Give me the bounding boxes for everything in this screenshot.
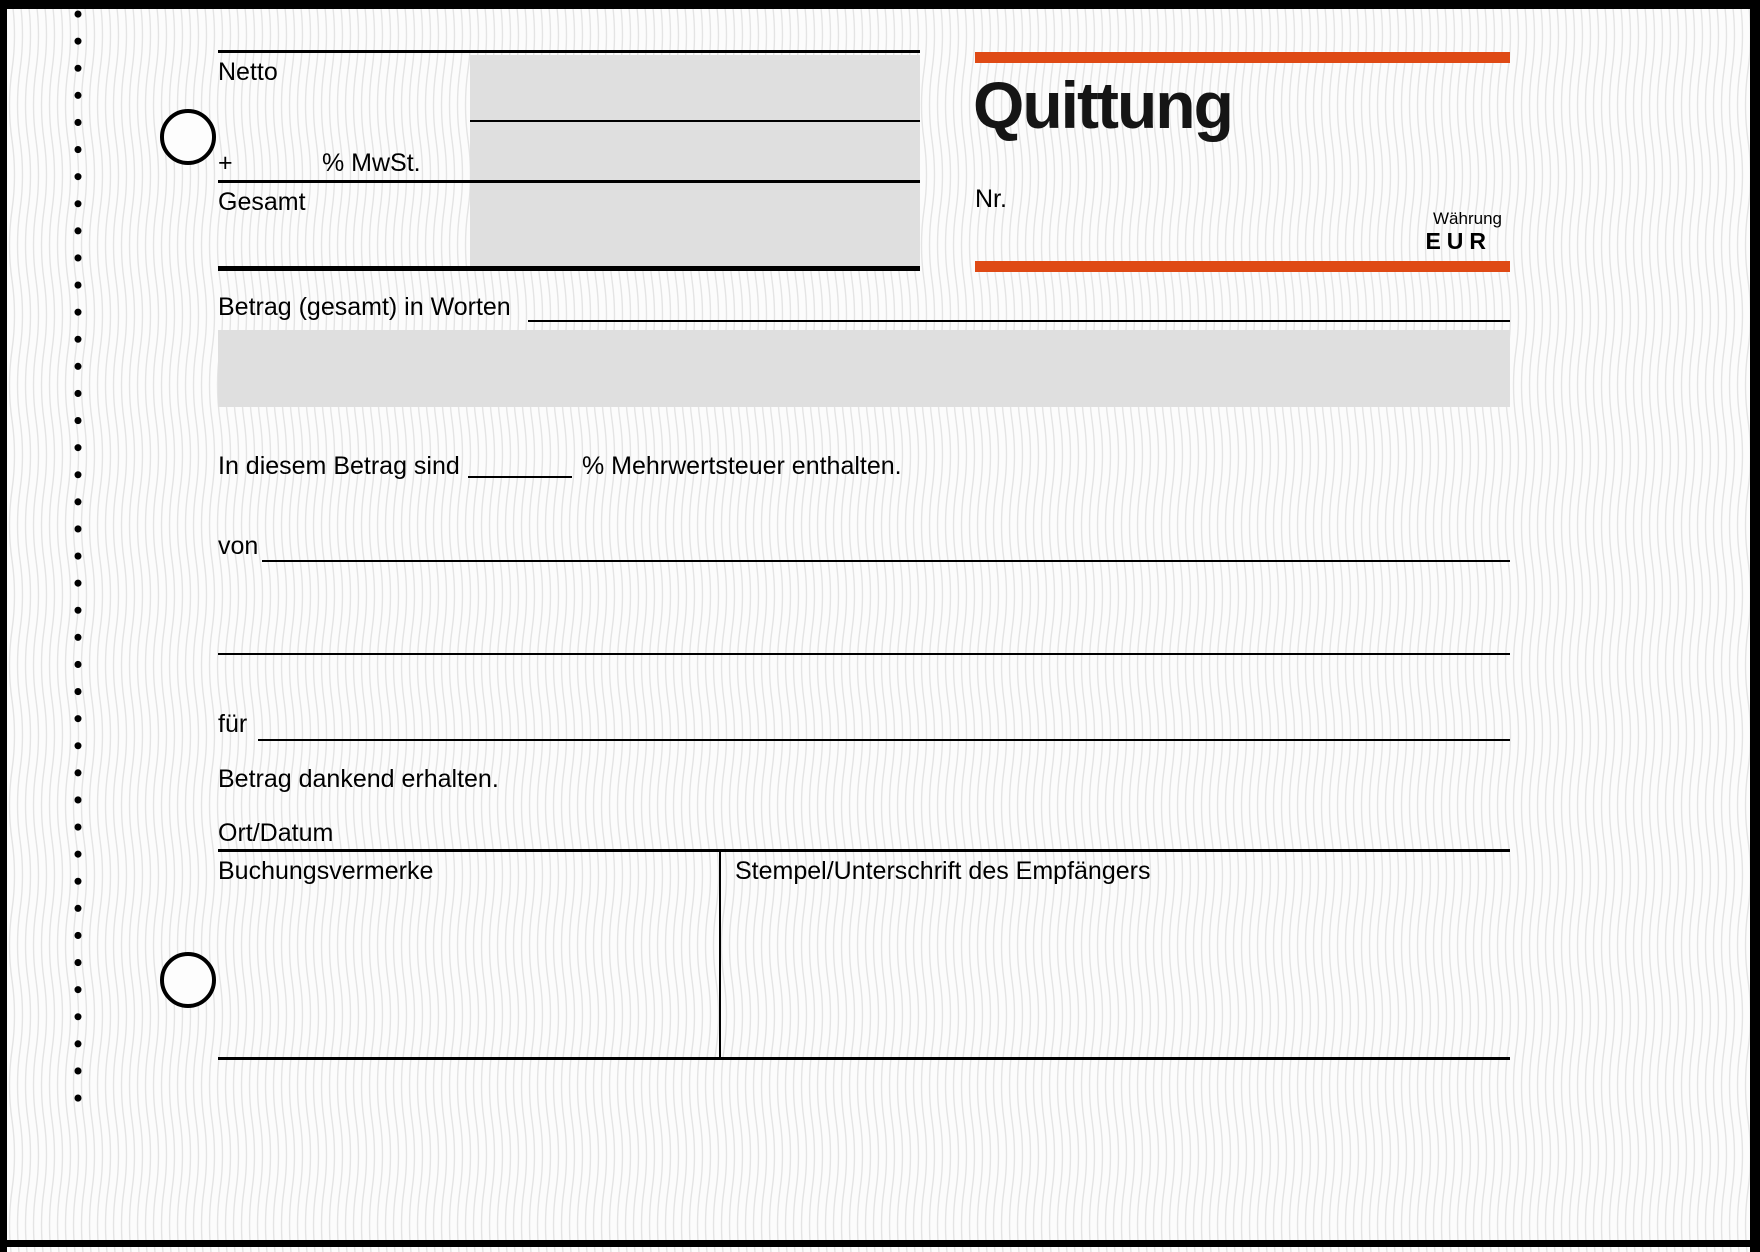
vat-sentence-prefix: In diesem Betrag sind (218, 452, 460, 480)
gesamt-amount-field[interactable] (470, 183, 920, 266)
second-line-field[interactable] (218, 598, 1510, 653)
vat-percent-blank-field[interactable] (468, 444, 572, 478)
for-field[interactable] (258, 684, 1510, 739)
punch-hole-top (160, 109, 216, 165)
page-border-top (0, 0, 1760, 9)
stamp-signature-label: Stempel/Unterschrift des Empfängers (735, 857, 1151, 885)
page-border-bottom (0, 1240, 1760, 1247)
mwst-percent-field[interactable] (240, 145, 320, 180)
for-rule (258, 739, 1510, 741)
place-date-field[interactable] (350, 805, 1510, 849)
amount-in-words-label: Betrag (gesamt) in Worten (218, 293, 511, 321)
netto-top-rule (218, 50, 920, 53)
mwst-amount-field[interactable] (470, 122, 920, 180)
table-bottom-rule (218, 1057, 1510, 1060)
page-border-right (1750, 0, 1760, 1252)
accent-bar-top (975, 52, 1510, 63)
nr-label: Nr. (975, 185, 1007, 213)
booking-notes-area[interactable] (218, 885, 719, 1057)
middle-rule (218, 653, 1510, 655)
currency-label: Währung (1433, 209, 1502, 228)
from-field[interactable] (262, 505, 1510, 560)
booking-notes-label: Buchungsvermerke (218, 857, 434, 885)
page-border-left (0, 0, 7, 1252)
from-label: von (218, 532, 259, 560)
punch-hole-bottom (160, 952, 216, 1008)
netto-amount-field[interactable] (470, 55, 920, 120)
from-rule (262, 560, 1510, 562)
stamp-signature-area[interactable] (721, 885, 1510, 1057)
gesamt-bottom-rule (218, 266, 920, 271)
for-label: für (218, 710, 248, 738)
table-top-rule (218, 849, 1510, 852)
perforation-dotted-line (70, 0, 86, 1252)
currency-code: EUR (1425, 228, 1492, 254)
plus-sign: + (218, 149, 233, 177)
netto-label: Netto (218, 58, 278, 86)
accent-bar-bottom (975, 261, 1510, 272)
vat-sentence-suffix: % Mehrwertsteuer enthalten. (582, 452, 902, 480)
mwst-label: % MwSt. (322, 149, 421, 177)
amount-in-words-field[interactable] (218, 330, 1510, 407)
receipt-number-field[interactable] (1020, 178, 1370, 223)
gesamt-label: Gesamt (218, 188, 306, 216)
form-title: Quittung (973, 68, 1232, 142)
amount-in-words-rule (528, 320, 1510, 322)
received-text: Betrag dankend erhalten. (218, 765, 499, 793)
place-date-label: Ort/Datum (218, 819, 334, 847)
